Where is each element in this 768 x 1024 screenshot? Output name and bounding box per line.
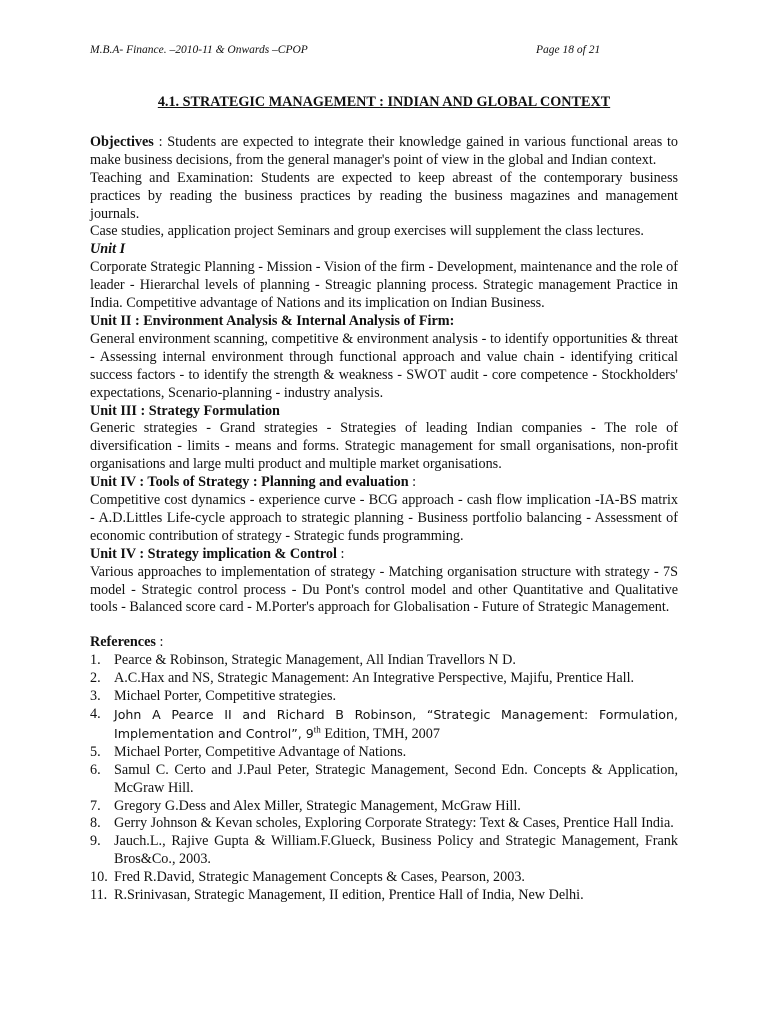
reference-text: R.Srinivasan, Strategic Management, II edition, Prentice Hall of India, New Delhi.	[114, 887, 584, 904]
spacer	[90, 617, 678, 634]
reference-number: 11.	[90, 887, 108, 904]
reference-number: 8.	[90, 815, 101, 832]
header-course: M.B.A- Finance. –2010-11 & Onwards –CPOP	[90, 44, 308, 56]
reference-number: 5.	[90, 743, 101, 760]
unit-5-heading	[90, 546, 678, 564]
reference-text: A.C.Hax and NS, Strategic Management: An Integrative Perspective, Majifu, Prentice Hall.	[114, 670, 635, 687]
list-item	[90, 798, 678, 816]
reference-text: Samul C. Certo and J.Paul Peter, Strategic Management, Second Edn. Concepts & Application, McGraw Hill.	[114, 761, 678, 796]
objectives-label: Objectives	[90, 133, 154, 150]
unit-2-heading: Unit II : Environment Analysis & Internal Analysis of Firm:	[90, 312, 455, 329]
case-studies-paragraph: Case studies, application project Seminars and group exercises will supplement the class lectures.	[90, 223, 644, 240]
unit-4-body: Competitive cost dynamics - experience curve - BCG approach - cash flow implication -IA-BS matrix - A.D.Littles Life-cycle approach to strategic planning - Business portfolio balancing - Assessment of economic contribution of strategy - Strategic funds programming.	[90, 492, 678, 544]
reference-number: 3.	[90, 688, 101, 705]
reference-number: 4.	[90, 706, 101, 722]
unit-3-body: Generic strategies - Grand strategies - Strategies of leading Indian companies - The role of diversification - limits - means and forms. Strategic management for small organisations, non-profit organisations and large multi product and multiple market organisations.	[90, 420, 678, 473]
references-list	[90, 652, 678, 905]
teaching-paragraph: Teaching and Examination: Students are expected to keep abreast of the contemporary business practices by reading the business practices by reading the business magazines and management journals.	[90, 169, 678, 222]
list-item	[90, 652, 678, 670]
unit-1-body: Corporate Strategic Planning - Mission - Vision of the firm - Development, maintenance and the role of leader - Hierarchal levels of planning - Streagic planning process. Strategic management Practice in India. Competitive advantage of Nations and its implication on Indian Business.	[90, 259, 678, 312]
header-page-number: Page 18 of 21	[536, 44, 601, 56]
unit-2-body: General environment scanning, competitive & environment analysis - to identify opportunities & threat - Assessing internal environment through functional approach and value chain - identifying critical success factors - to identify the strength & weakness - SWOT audit - core competence - Stockholders' expectations, Scenario-planning - industry analysis.	[90, 330, 678, 401]
unit-4-heading-suffix: :	[408, 474, 417, 491]
unit-1-heading: Unit I	[90, 241, 126, 258]
reference-text: Michael Porter, Competitive Advantage of Nations.	[114, 743, 407, 760]
reference-number: 6.	[90, 761, 101, 778]
reference-number: 9.	[90, 833, 101, 850]
list-item	[90, 744, 678, 762]
reference-text: Michael Porter, Competitive strategies.	[114, 688, 337, 705]
list-item	[90, 688, 678, 706]
list-item	[90, 887, 678, 905]
reference-number: 7.	[90, 797, 101, 814]
objectives-paragraph	[90, 134, 678, 170]
unit-5-heading-text: Unit IV : Strategy implication & Control	[90, 545, 337, 562]
references-suffix: :	[155, 634, 164, 651]
reference-text-after: Edition, TMH, 2007	[320, 725, 440, 742]
unit-5-heading-suffix: :	[336, 545, 345, 562]
reference-text: Pearce & Robinson, Strategic Management, All Indian Travellors N D.	[114, 652, 516, 669]
references-heading	[90, 634, 678, 652]
references-label: References	[90, 634, 156, 651]
reference-text: Gerry Johnson & Kevan scholes, Exploring Corporate Strategy: Text & Cases, Prentice Hall India.	[114, 815, 674, 832]
list-item	[90, 706, 678, 744]
reference-text	[114, 706, 678, 744]
reference-superscript: th	[313, 724, 321, 735]
unit-4-heading	[90, 474, 678, 492]
page-content	[90, 94, 678, 905]
page-title: 4.1. STRATEGIC MANAGEMENT : INDIAN AND GLOBAL CONTEXT	[157, 94, 611, 110]
reference-text: Jauch.L., Rajive Gupta & William.F.Glueck, Business Policy and Strategic Management, Frank Bros&Co., 2003.	[114, 833, 678, 868]
reference-number: 1.	[90, 652, 101, 669]
reference-text-sans: John A Pearce II and Richard B Robinson, “Strategic Management: Formulation, Implementation and Control”, 9	[114, 707, 678, 741]
list-item	[90, 670, 678, 688]
reference-text: Gregory G.Dess and Alex Miller, Strategic Management, McGraw Hill.	[114, 797, 521, 814]
reference-number: 10.	[90, 869, 108, 886]
unit-4-heading-text: Unit IV : Tools of Strategy : Planning and evaluation	[90, 474, 409, 491]
reference-number: 2.	[90, 670, 101, 687]
list-item	[90, 833, 678, 869]
reference-text: Fred R.David, Strategic Management Concepts & Cases, Pearson, 2003.	[114, 869, 525, 886]
objectives-text: : Students are expected to integrate their knowledge gained in various functional areas to make business decisions, from the general manager's point of view in the global and Indian context.	[90, 133, 678, 168]
unit-5-body: Various approaches to implementation of strategy - Matching organisation structure with strategy - 7S model - Strategic control process - Du Pont's control model and other Quantitative and Qualitative tools - Balanced score card - M.Porter's approach for Globalisation - Future of Strategic Management.	[90, 563, 678, 616]
list-item	[90, 815, 678, 833]
list-item	[90, 869, 678, 887]
list-item	[90, 762, 678, 798]
unit-3-heading: Unit III : Strategy Formulation	[90, 402, 280, 419]
